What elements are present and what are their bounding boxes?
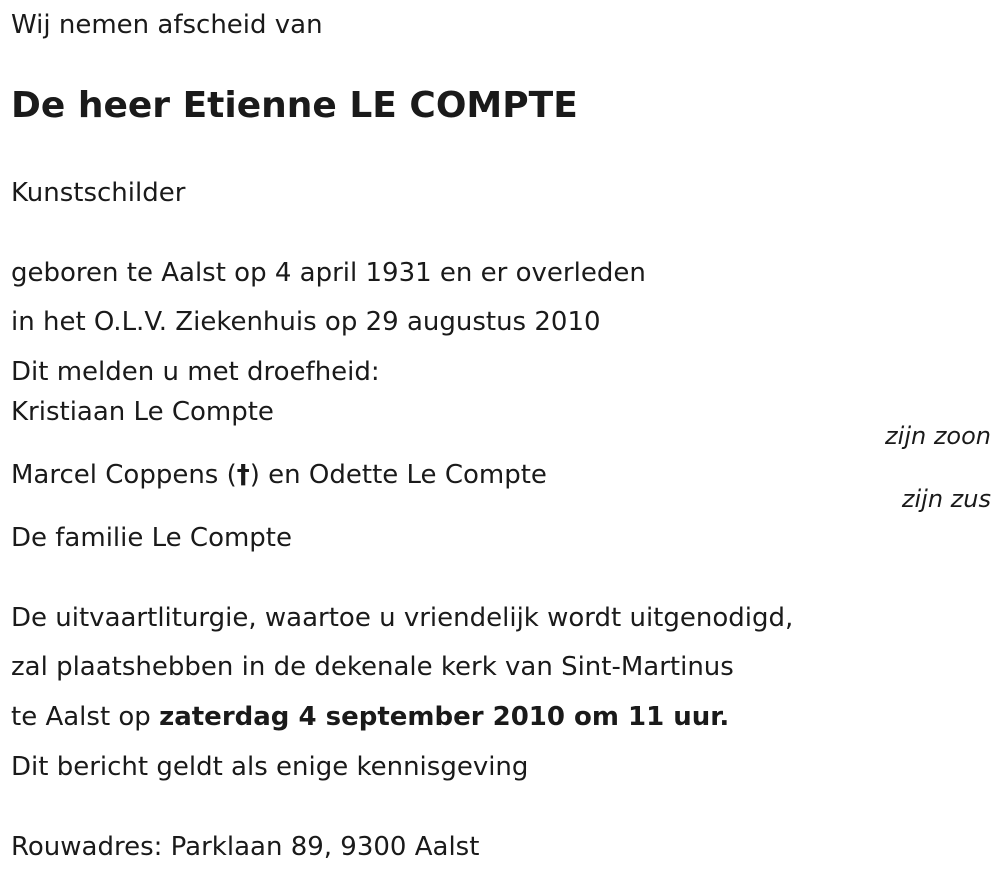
family-member-sister [11, 459, 547, 491]
relation-sister: zijn zus [901, 485, 991, 513]
sister-name-prefix: Marcel Coppens ( [11, 460, 237, 490]
family-member-son: Kristiaan Le Compte [11, 397, 274, 427]
death-line: in het O.L.V. Ziekenhuis op 29 augustus 2010 [11, 307, 601, 337]
funeral-line-3 [11, 701, 729, 733]
intro-text: Wij nemen afscheid van [11, 10, 323, 40]
mourning-address: Rouwadres: Parklaan 89, 9300 Aalst [11, 832, 480, 862]
notice-line: Dit bericht geldt als enige kennisgeving [11, 752, 529, 782]
family-general: De familie Le Compte [11, 523, 292, 553]
funeral-line-2: zal plaatshebben in de dekenale kerk van Sint-Martinus [11, 652, 734, 682]
funeral-date-prefix: te Aalst op [11, 702, 160, 732]
relation-son: zijn zoon [885, 422, 991, 450]
sister-name-suffix: ) en Odette Le Compte [249, 460, 547, 490]
deceased-name: De heer Etienne LE COMPTE [11, 85, 578, 126]
funeral-line-1: De uitvaartliturgie, waartoe u vriendelijk wordt uitgenodigd, [11, 603, 794, 633]
birth-line: geboren te Aalst op 4 april 1931 en er overleden [11, 258, 646, 288]
funeral-date: zaterdag 4 september 2010 om 11 uur. [159, 702, 730, 732]
announcement-text: Dit melden u met droefheid: [11, 357, 380, 387]
cross-icon: † [236, 460, 250, 490]
profession-text: Kunstschilder [11, 178, 186, 208]
